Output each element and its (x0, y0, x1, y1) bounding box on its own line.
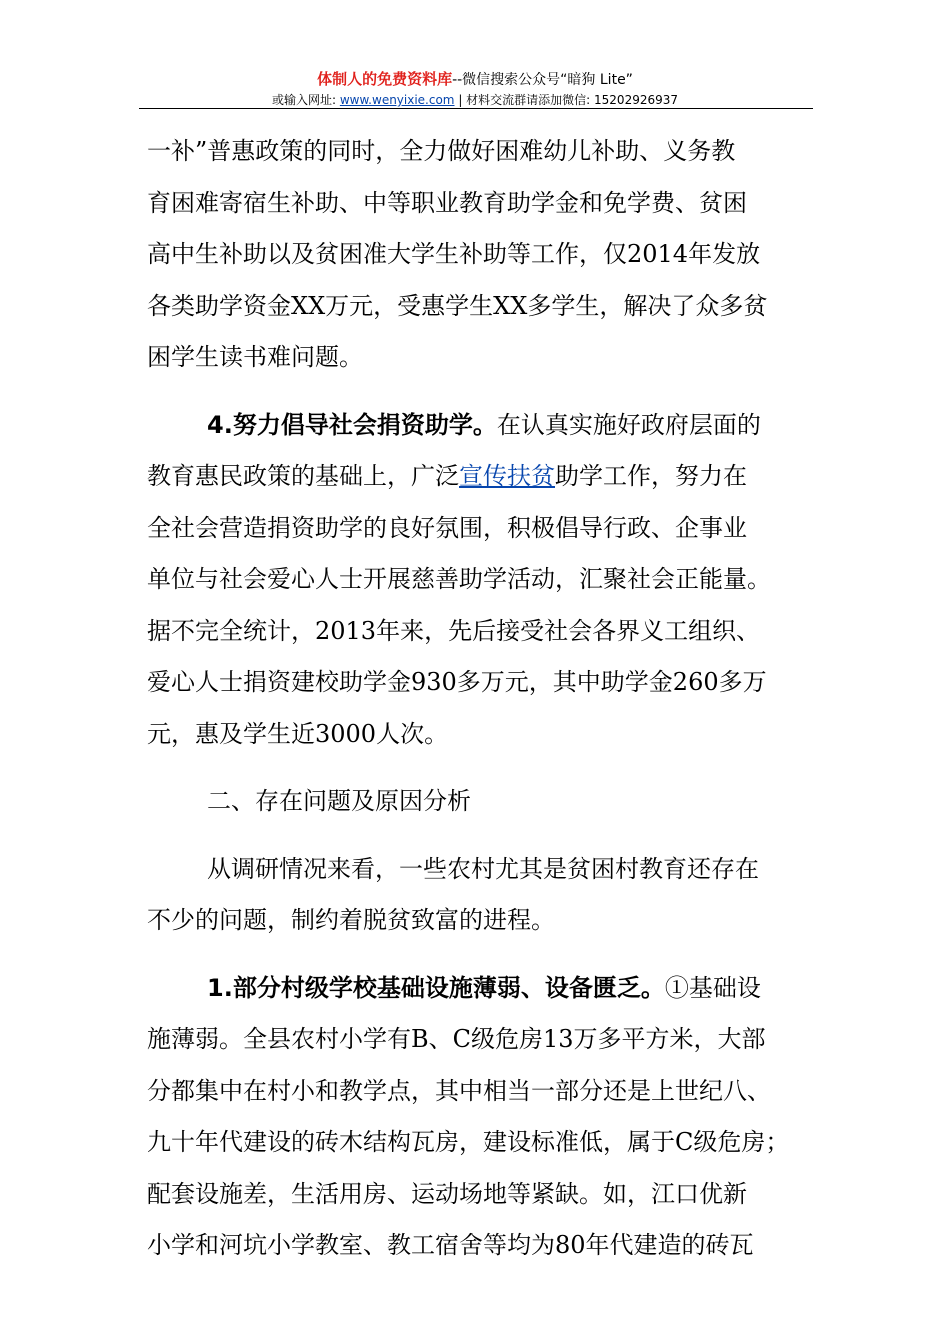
text-line: 配套设施差，生活用房、运动场地等紧缺。如，江口优新 (147, 1179, 747, 1208)
text-line: 各类助学资金XX万元，受惠学生XX多学生，解决了众多贫 (147, 291, 768, 320)
section-title: 二、存在问题及原因分析 (207, 787, 471, 815)
text-line: 小学和河坑小学教室、教工宿舍等均为80年代建造的砖瓦 (147, 1231, 754, 1259)
text-line: 教育惠民政策的基础上，广泛宣传扶贫助学工作，努力在 (147, 462, 747, 490)
text-line: 据不完全统计，2013年来，先后接受社会各界义工组织、 (147, 616, 761, 645)
text-line: 育困难寄宿生补助、中等职业教育助学金和免学费、贫困 (147, 188, 747, 217)
text-line: 全社会营造捐资助学的良好氛围，积极倡导行政、企事业 (147, 513, 747, 542)
text-line: 一补”普惠政策的同时，全力做好困难幼儿补助、义务教 (147, 137, 736, 165)
text-line: 从调研情况来看，一些农村尤其是贫困村教育还存在 (207, 854, 759, 883)
wechat-contact: | 材料交流群请添加微信: 15202926937 (454, 93, 679, 107)
paragraph-overview (147, 844, 817, 947)
text-line: 九十年代建设的砖木结构瓦房，建设标准低，属于C级危房； (147, 1128, 790, 1156)
paragraph-subsidy (147, 126, 817, 384)
page-header (0, 70, 950, 108)
text-line: 4.努力倡导社会捐资助学。在认真实施好政府层面的 (207, 410, 761, 439)
text-line: 爱心人士捐资建校助学金930多万元，其中助学金260多万 (147, 668, 767, 696)
header-divider (139, 108, 813, 109)
poverty-promotion-link[interactable]: 宣传扶贫 (459, 462, 555, 490)
text-line: 困学生读书难问题。 (147, 343, 363, 371)
text-line: 1.部分村级学校基础设施薄弱、设备匮乏。①基础设 (207, 973, 761, 1002)
text-line: 单位与社会爱心人士开展慈善助学活动，汇聚社会正能量。 (147, 565, 771, 593)
paragraph-donation (147, 400, 817, 761)
text-line: 元，惠及学生近3000人次。 (147, 719, 449, 748)
section-heading-1: 1.部分村级学校基础设施薄弱、设备匮乏。 (207, 973, 665, 1002)
website-link[interactable]: www.wenyixie.com (339, 93, 455, 107)
header-title-line (0, 70, 950, 89)
paragraph-infrastructure (147, 963, 817, 1272)
header-tagline: --微信搜索公众号“暗狗 Lite” (452, 72, 633, 88)
section-heading-4: 4.努力倡导社会捐资助学。 (207, 410, 497, 439)
text-line: 不少的问题，制约着脱贫致富的进程。 (147, 906, 555, 934)
header-contact-line (0, 91, 950, 108)
text-line: 高中生补助以及贫困准大学生补助等工作，仅2014年发放 (147, 240, 761, 268)
text-line: 分都集中在村小和教学点，其中相当一部分还是上世纪八、 (147, 1076, 771, 1105)
text-line: 施薄弱。全县农村小学有B、C级危房13万多平方米，大部 (147, 1025, 766, 1053)
url-prefix: 或输入网址: (271, 93, 340, 107)
document-body (147, 126, 817, 1272)
brand-name: 体制人的免费资料库 (317, 70, 453, 88)
